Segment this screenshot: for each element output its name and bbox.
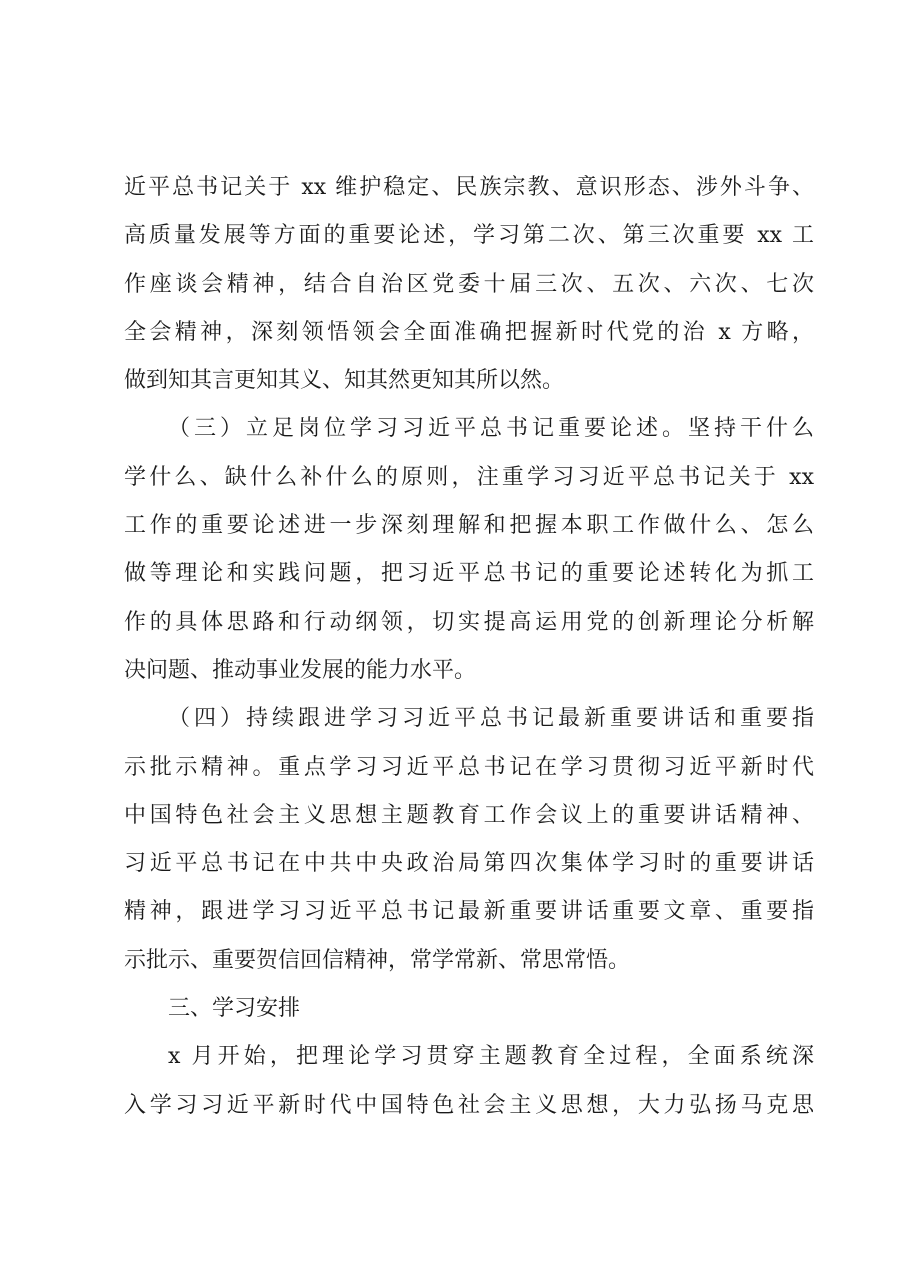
text-line: 做到知其言更知其义、知其然更知其所以然。: [124, 368, 565, 394]
section-title: 三、学习安排: [168, 996, 301, 1022]
text-line: 近平总书记关于 xx 维护稳定、民族宗教、意识形态、涉外斗争、: [124, 175, 814, 200]
section-heading-line: （三）立足岗位学习习近平总书记重要论述。坚持干什么: [168, 416, 814, 442]
text-line: 入学习习近平新时代中国特色社会主义思想，大力弘扬马克思: [124, 1092, 814, 1118]
text-line: 高质量发展等方面的重要论述，学习第二次、第三次重要 xx 工: [124, 223, 814, 249]
text-line: 全会精神，深刻领悟领会全面准确把握新时代党的治 x 方略，: [124, 319, 814, 345]
text-line: 精神，跟进学习习近平总书记最新重要讲话重要文章、重要指: [124, 899, 814, 925]
document-body: [124, 164, 814, 1130]
text-line: 决问题、推动事业发展的能力水平。: [124, 657, 477, 683]
text-line: 工作的重要论述进一步深刻理解和把握本职工作做什么、怎么: [124, 513, 814, 539]
text-line: 学什么、缺什么补什么的原则，注重学习习近平总书记关于 xx: [124, 464, 814, 490]
text-line: 习近平总书记在中共中央政治局第四次集体学习时的重要讲话: [124, 851, 814, 877]
text-line: 中国特色社会主义思想主题教育工作会议上的重要讲话精神、: [124, 802, 814, 828]
text-line: 示批示精神。重点学习习近平总书记在学习贯彻习近平新时代: [124, 754, 814, 780]
section-heading-line: （四）持续跟进学习习近平总书记最新重要讲话和重要指: [168, 706, 814, 732]
text-line: 作的具体思路和行动纲领，切实提高运用党的创新理论分析解: [124, 609, 814, 635]
text-line: 示批示、重要贺信回信精神，常学常新、常思常悟。: [124, 947, 631, 973]
text-line: 做等理论和实践问题，把习近平总书记的重要论述转化为抓工: [124, 561, 814, 587]
text-line: x 月开始，把理论学习贯穿主题教育全过程，全面系统深: [168, 1044, 814, 1070]
text-line: 作座谈会精神，结合自治区党委十届三次、五次、六次、七次: [124, 271, 814, 297]
